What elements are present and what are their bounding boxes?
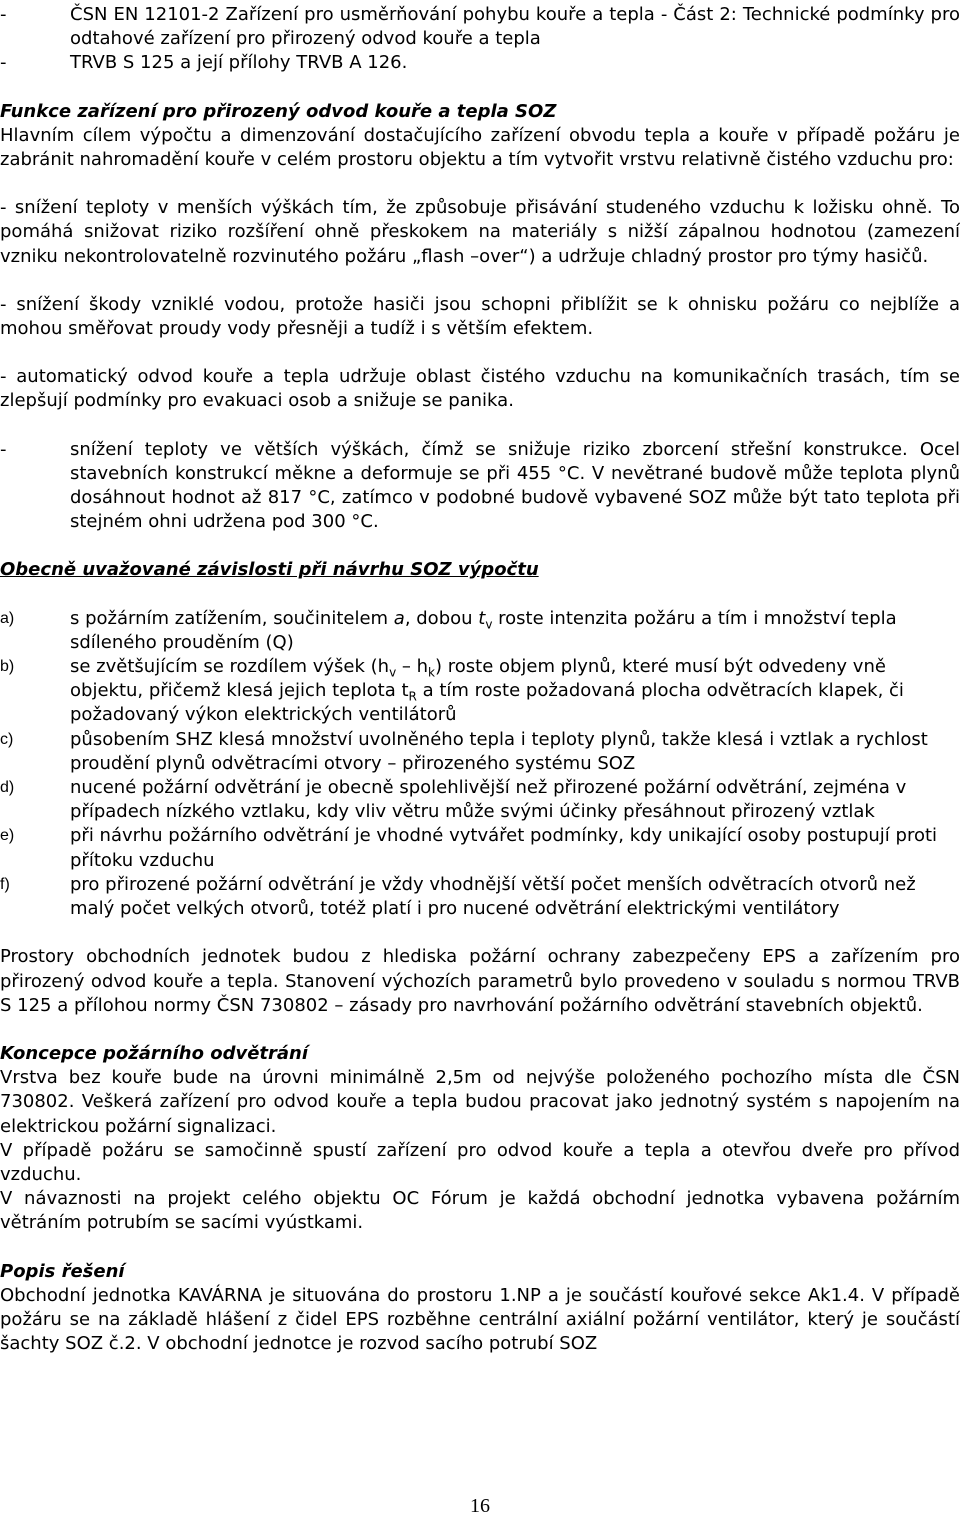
list-dash: - (0, 52, 7, 74)
paragraph-intro: Hlavním cílem výpočtu a dimenzování dostačujícího zařízení obvodu tepla a kouře v případě požáru je zabránit nahromadění kouře v celém prostoru objektu a tím vytvořit vrstvu relativně čistého vzduchu pro: (0, 124, 960, 171)
list-text: s požárním zatížením, součinitelem a, dobou $t_v$ roste intenzita požáru a tím i množství tepla sdíleného prouděním (Q) (70, 607, 897, 653)
list-marker: d) (0, 779, 15, 797)
paragraph-teplota: - snížení teploty v menších výškách tím, že způsobuje přisávání studeného vzduchu k ložisku ohně. To pomáhá snižovat riziko rozšíření ohně přeskokem na materiály s nižší zápalnou hodnotou (zamezení vzniku nekontrolovatelně rozvinutého požáru „flash –over“) a udržuje chladný prostor pro týmy hasičů. (0, 197, 960, 267)
list-marker: a) (0, 609, 15, 627)
paragraph-popis: Obchodní jednotka KAVÁRNA je situována do prostoru 1.NP a je součástí kouřové sekce Ak1.4. V případě požáru se na základě hlášení z čidel EPS rozběhne centrální axiální požární ventilátor, který je součástí šachty SOZ č.2. V obchodní jednotce je rozvod sacího potrubí SOZ (0, 1284, 960, 1355)
paragraph-navaznost: V návaznosti na projekt celého objektu OC Fórum je každá obchodní jednotka vybavena požárním větráním potrubím se sacími vyústkami. (0, 1188, 960, 1234)
list-text: při návrhu požárního odvětrání je vhodné vytvářet podmínky, kdy unikající osoby postupují proti přítoku vzduchu (70, 825, 938, 871)
list-marker: b) (0, 658, 15, 676)
paragraph-skody: - snížení škody vzniklé vodou, protože hasiči jsou schopni přiblížit se k ohnisku požáru co nejblíže a mohou směřovat proudy vody přesněji a tudíž i s větším efektem. (0, 293, 960, 340)
list-dash: - (0, 438, 7, 460)
page-number: 16 (470, 1495, 490, 1517)
paragraph-vrstva: Vrstva bez kouře bude na úrovni minimálně 2,5m od nejvýše položeného pochozího místa dle ČSN 730802. Veškerá zařízení pro odvod kouře a tepla budou pracovat jako jednotný systém s napojením na elektrickou požární signalizaci. (0, 1067, 960, 1137)
bullet-text: snížení teploty ve větších výškách, čímž se snižuje riziko zborcení střešní konstrukce. Ocel stavebních konstrukcí měkne a deformuje se při 455 °C. V nevětrané budově může teplota plynů dosáhnout hodnot až 817 °C, zatímco v podobné budově vybavené SOZ může být tato teplota při stejném ohni udržena pod 300 °C. (70, 438, 960, 533)
list-text: působením SHZ klesá množství uvolněného tepla i teploty plynů, takže klesá i vztlak a rychlost proudění plynů odvětracími otvory – přirozeného systému SOZ (70, 728, 928, 774)
list-marker: c) (0, 730, 14, 748)
list-item (0, 824, 960, 872)
list-item (0, 776, 960, 824)
section-title-koncepce: Koncepce požárního odvětrání (0, 1042, 309, 1064)
list-item (0, 607, 960, 655)
paragraph-evakuace: - automatický odvod kouře a tepla udržuje oblast čistého vzduchu na komunikačních trasách, tím se zlepšují podmínky pro evakuaci osob a snižuje se panika. (0, 366, 960, 412)
list-text: nucené požární odvětrání je obecně spolehlivější než přirozené požární odvětrání, zejména v případech nízkého vztlaku, kdy vliv větru může svými účinky přesáhnout přirozený vztlak (70, 777, 907, 823)
header-standard-1: ČSN EN 12101-2 Zařízení pro usměrňování pohybu kouře a tepla - Část 2: Technické podmínky pro odtahové zařízení pro přirozený odvod kouře a tepla (70, 4, 960, 50)
section-title-popis: Popis řešení (0, 1260, 125, 1282)
list-item (0, 873, 960, 921)
list-dash: - (0, 4, 7, 25)
list-marker: f) (0, 875, 10, 893)
list-text: pro přirozené požární odvětrání je vždy vhodnější větší počet menších odvětracích otvorů než malý počet velkých otvorů, totéž platí i pro nucené odvětrání elektrickými ventilátory (70, 873, 916, 920)
section-title-funkce: Funkce zařízení pro přirozený odvod kouře a tepla SOZ (0, 100, 557, 122)
list-item (0, 655, 960, 728)
header-item (0, 3, 960, 51)
list-text: se zvětšujícím se rozdílem výšek $(h_v - h_k)$ roste objem plynů, které musí být odvedeny vně objektu, přičemž klesá jejich teplota $t_R$ a tím roste požadovaná plocha odvětracích klapek, či požadovaný výkon elektrických ventilátorů (70, 656, 904, 726)
section-title-zavislosti: Obecně uvažované závislosti při návrhu SOZ výpočtu (0, 559, 539, 581)
list-item (0, 728, 960, 776)
bullet-item (0, 438, 960, 535)
paragraph-prostory: Prostory obchodních jednotek budou z hlediska požární ochrany zabezpečeny EPS a zařízením pro přirozený odvod kouře a tepla. Stanovení výchozích parametrů bylo provedeno v souladu s normou TRVB S 125 a přílohou normy ČSN 730802 – zásady pro navrhování požárního odvětrání stavebních objektů. (0, 946, 960, 1016)
list-marker: e) (0, 827, 15, 845)
header-standard-2: TRVB S 125 a její přílohy TRVB A 126. (70, 52, 408, 74)
paragraph-pripad-pozaru: V případě požáru se samočinně spustí zařízení pro odvod kouře a tepla a otevřou dveře pro přívod vzduchu. (0, 1139, 960, 1185)
header-item (0, 51, 960, 75)
